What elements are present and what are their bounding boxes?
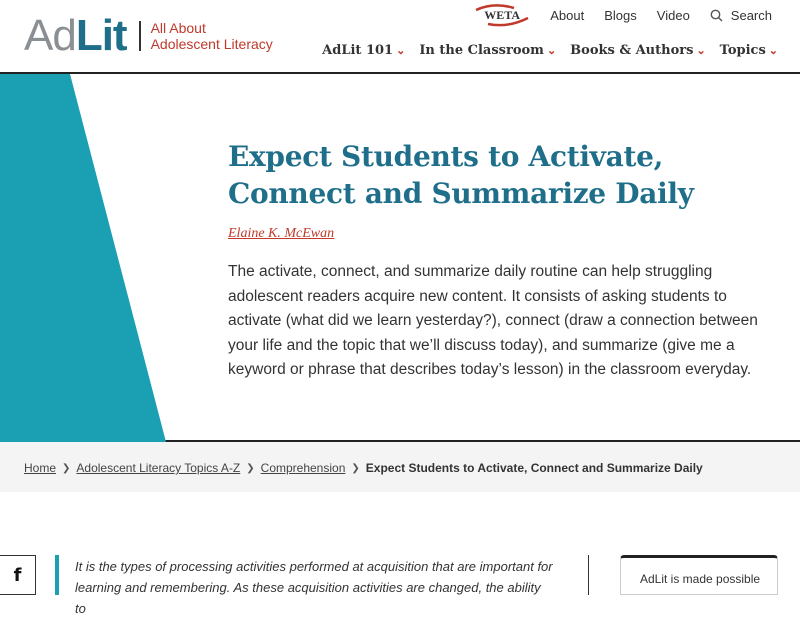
search-icon bbox=[710, 9, 723, 22]
hero-teal-shape bbox=[0, 74, 170, 442]
chevron-right-icon: ❯ bbox=[246, 462, 255, 474]
breadcrumb bbox=[24, 461, 703, 475]
breadcrumb-topics[interactable]: Adolescent Literacy Topics A-Z bbox=[76, 461, 241, 475]
chevron-right-icon: ❯ bbox=[62, 462, 71, 474]
search-button[interactable] bbox=[710, 8, 772, 23]
nav-adlit-101-label: AdLit 101 bbox=[322, 43, 394, 58]
chevron-right-icon: ❯ bbox=[351, 462, 360, 474]
nav-topics-label: Topics bbox=[719, 43, 766, 58]
author-link[interactable]: Elaine K. McEwan bbox=[228, 226, 335, 241]
logo-tagline bbox=[151, 20, 273, 52]
nav-books-authors-label: Books & Authors bbox=[570, 43, 694, 58]
sponsor-text: AdLit is made possible bbox=[640, 572, 761, 586]
logo-tagline-line1: All About bbox=[150, 20, 206, 36]
facebook-icon: f bbox=[13, 564, 22, 586]
main-nav bbox=[322, 43, 778, 58]
site-header bbox=[0, 0, 800, 74]
nav-in-the-classroom[interactable] bbox=[419, 43, 556, 58]
breadcrumb-comprehension[interactable]: Comprehension bbox=[260, 461, 346, 475]
video-link[interactable]: Video bbox=[656, 7, 690, 23]
pull-quote: It is the types of processing activities performed at acquisition that are important for learning and remembering. As these acquisition activities are changed, the ability to bbox=[75, 559, 553, 616]
nav-books-authors[interactable] bbox=[570, 43, 706, 58]
breadcrumb-current: Expect Students to Activate, Connect and Summarize Daily bbox=[365, 461, 703, 475]
logo-divider bbox=[139, 21, 141, 51]
logo-ad: Ad bbox=[24, 11, 76, 60]
page-title-line2: Connect and Summarize Daily bbox=[228, 177, 694, 210]
weta-logo[interactable] bbox=[474, 4, 530, 26]
page-title-line1: Expect Students to Activate, bbox=[228, 140, 664, 173]
nav-adlit-101[interactable] bbox=[322, 43, 405, 58]
chevron-down-icon: ⌄ bbox=[768, 44, 778, 57]
logo-tagline-line2: Adolescent Literacy bbox=[150, 36, 273, 52]
breadcrumb-home[interactable]: Home bbox=[24, 461, 57, 475]
facebook-share-button[interactable] bbox=[0, 555, 36, 595]
about-link[interactable]: About bbox=[550, 7, 585, 23]
nav-topics[interactable] bbox=[720, 43, 778, 58]
utility-nav bbox=[474, 4, 772, 26]
nav-in-the-classroom-label: In the Classroom bbox=[419, 43, 544, 58]
blogs-link[interactable]: Blogs bbox=[604, 7, 637, 23]
page-title bbox=[228, 138, 768, 212]
content-divider bbox=[588, 555, 589, 595]
adlit-logo[interactable] bbox=[24, 11, 273, 60]
chevron-down-icon: ⌄ bbox=[546, 44, 557, 57]
chevron-down-icon: ⌄ bbox=[396, 44, 406, 57]
article-hero bbox=[0, 74, 800, 442]
chevron-down-icon: ⌄ bbox=[696, 44, 706, 57]
article-summary: The activate, connect, and summarize daily routine can help struggling adolescent readers acquire new content. It consists of asking students to activate (what did we learn yesterday?), connect (draw a connection between your life and the topic that we’ll discuss today), and summarize (give me a keyword or phrase that describes today’s lesson) in the classroom everyday. bbox=[228, 263, 758, 378]
breadcrumb-bar bbox=[0, 442, 800, 492]
sponsor-box bbox=[620, 555, 778, 595]
search-label: Search bbox=[730, 7, 772, 23]
weta-label: WETA bbox=[484, 8, 521, 22]
quote-accent-bar bbox=[55, 555, 59, 595]
logo-lit: Lit bbox=[75, 11, 127, 60]
